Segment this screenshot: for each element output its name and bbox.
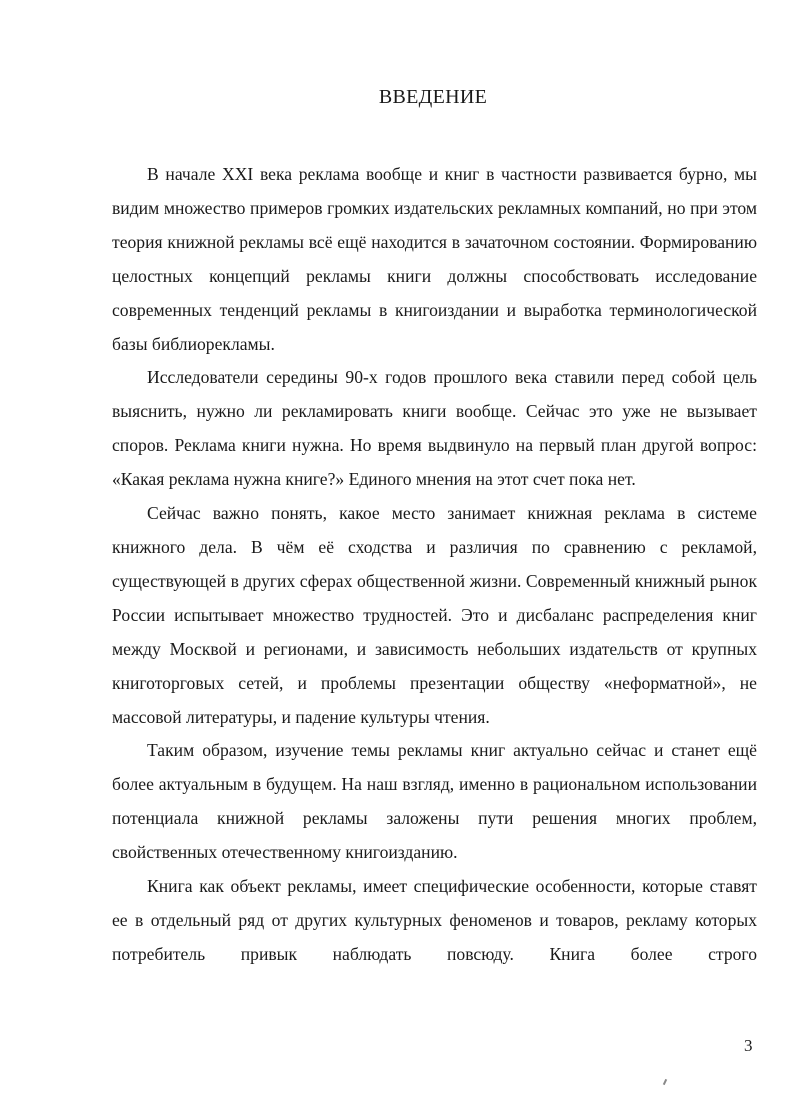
scan-speck <box>663 1079 667 1085</box>
section-title: ВВЕДЕНИЕ <box>378 86 488 108</box>
page-number: 3 <box>744 1036 753 1055</box>
paragraph-1: В начале XXI века реклама вообще и книг в частности развивается бурно, мы видим множество примеров громких издательских рекламных компаний, но при этом теория книжной рекламы всё ещё находится в зачаточном состоянии. Формированию целостных концепций рекламы книги должны способствовать исследование современных тенденций рекламы в книгоиздании и выработка терминологической базы библиорекламы. <box>112 164 757 354</box>
paragraph-5: Книга как объект рекламы, имеет специфические особенности, которые ставят ее в отдельный ряд от других культурных феноменов и товаров, рекламу которых потребитель привык наблюдать повсюду. Книга более строго <box>112 876 757 964</box>
body-text <box>112 158 757 972</box>
paragraph-3: Сейчас важно понять, какое место занимает книжная реклама в системе книжного дела. В чём её сходства и различия по сравнению с рекламой, существующей в других сферах общественной жизни. Современный книжный рынок России испытывает множество трудностей. Это и дисбаланс распределения книг между Москвой и регионами, и зависимость небольших издательств от крупных книготорговых сетей, и проблемы презентации обществу «неформатной», не массовой литературы, и падение культуры чтения. <box>112 503 757 727</box>
paragraph-2: Исследователи середины 90-х годов прошлого века ставили перед собой цель выяснить, нужно ли рекламировать книги вообще. Сейчас это уже не вызывает споров. Реклама книги нужна. Но время выдвинуло на первый план другой вопрос: «Какая реклама нужна книге?» Единого мнения на этот счет пока нет. <box>112 367 757 490</box>
paragraph-4: Таким образом, изучение темы рекламы книг актуально сейчас и станет ещё более актуальным в будущем. На наш взгляд, именно в рациональном использовании потенциала книжной рекламы заложены пути решения многих проблем, свойственных отечественному книгоизданию. <box>112 740 757 863</box>
